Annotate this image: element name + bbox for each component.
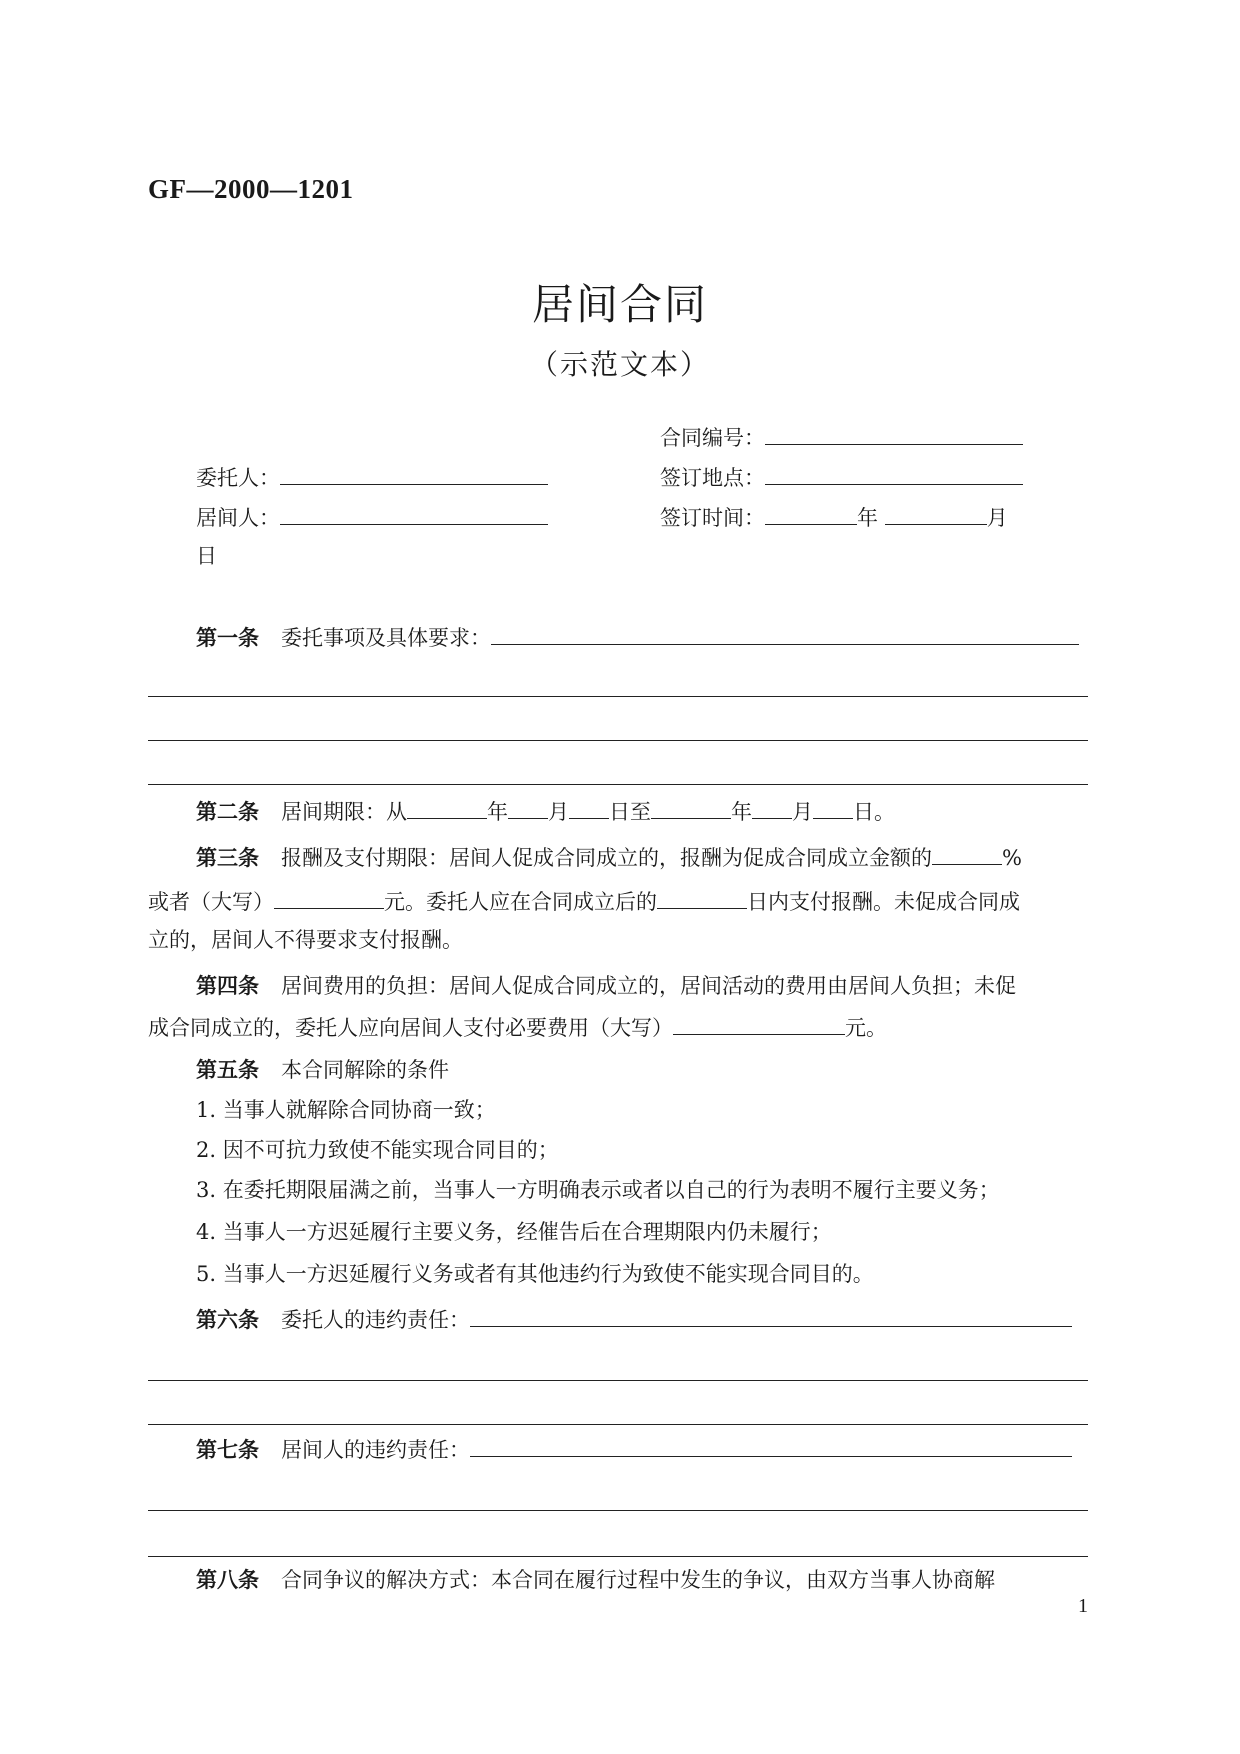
contract-number-blank[interactable] [765,422,1023,445]
term-end-year-label: 年 [731,800,752,824]
article-4-text-2b: 元。 [845,1016,887,1040]
article-1-rule-3[interactable] [148,784,1088,785]
article-7-rule-2[interactable] [148,1556,1088,1557]
term-start-month-blank[interactable] [508,796,548,819]
client-blank[interactable] [280,462,548,485]
document-title: 居间合同 [531,280,708,329]
page-number: 1 [1078,1595,1088,1617]
article-6-text: 委托人的违约责任： [281,1308,470,1332]
sign-day-label: 日 [196,544,217,568]
term-start-year-label: 年 [487,800,508,824]
article-3-line-1 [196,842,1022,872]
article-4-text-2a: 成合同成立的，委托人应向居间人支付必要费用（大写） [148,1016,673,1040]
article-1-title: 第一条 [196,626,259,650]
sign-time-label: 签订时间： [660,506,765,530]
article-4-line-2 [148,1012,887,1042]
article-1-text: 委托事项及具体要求： [281,626,491,650]
term-end-month-blank[interactable] [752,796,792,819]
article-6 [196,1304,1072,1334]
article-5-item-5: 5. 当事人一方迟延履行义务或者有其他违约行为致使不能实现合同目的。 [196,1262,874,1286]
term-start-day-label: 日至 [609,800,651,824]
fee-amount-blank[interactable] [274,886,384,909]
article-6-rule-1[interactable] [148,1380,1088,1381]
article-6-blank[interactable] [470,1304,1072,1327]
article-5-item-4: 4. 当事人一方迟延履行主要义务，经催告后在合理期限内仍未履行； [196,1220,832,1244]
article-2 [196,796,895,826]
article-5-item-1: 1. 当事人就解除合同协商一致； [196,1098,496,1122]
article-6-rule-2[interactable] [148,1424,1088,1425]
document-code: GF—2000—1201 [148,174,354,204]
article-8-text: 合同争议的解决方式：本合同在履行过程中发生的争议，由双方当事人协商解 [281,1568,995,1592]
article-3-line-2 [148,886,1020,916]
article-7-text: 居间人的违约责任： [281,1438,470,1462]
sign-time-field [660,502,1008,532]
article-3-text-1: 报酬及支付期限：居间人促成合同成立的，报酬为促成合同成立金额的 [281,846,932,870]
article-1-rule-2[interactable] [148,740,1088,741]
article-2-title: 第二条 [196,800,259,824]
payment-days-blank[interactable] [657,886,747,909]
article-7-rule-1[interactable] [148,1510,1088,1511]
article-8 [196,1566,995,1594]
client-label: 委托人： [196,466,280,490]
article-5-item-3: 3. 在委托期限届满之前，当事人一方明确表示或者以自己的行为表明不履行主要义务； [196,1178,1000,1202]
article-1-blank[interactable] [491,622,1079,645]
broker-blank[interactable] [280,502,548,525]
client-field [196,462,548,492]
article-8-title: 第八条 [196,1568,259,1592]
broker-field [196,502,548,532]
article-3-text-2a: 或者（大写） [148,890,274,914]
document-subtitle: （示范文本） [529,348,710,381]
article-5-text: 本合同解除的条件 [281,1058,449,1082]
article-1 [196,622,1079,652]
percent-sign: % [1002,846,1022,870]
article-7 [196,1434,1072,1464]
fee-percent-blank[interactable] [932,842,1002,865]
article-3-text-2c: 日内支付报酬。未促成合同成 [747,890,1020,914]
article-7-blank[interactable] [470,1434,1072,1457]
article-3-text-2b: 元。委托人应在合同成立后的 [384,890,657,914]
term-end-day-label: 日。 [853,800,895,824]
article-5-title: 第五条 [196,1058,259,1082]
term-start-year-blank[interactable] [407,796,487,819]
article-3-line-3: 立的，居间人不得要求支付报酬。 [148,928,463,952]
article-7-title: 第七条 [196,1438,259,1462]
sign-year-label: 年 [857,506,878,530]
article-3-title: 第三条 [196,846,259,870]
sign-year-blank[interactable] [765,502,857,525]
broker-label: 居间人： [196,506,280,530]
contract-number-label: 合同编号： [660,426,765,450]
sign-place-blank[interactable] [765,462,1023,485]
article-5 [196,1056,449,1084]
term-end-day-blank[interactable] [813,796,853,819]
article-4-title: 第四条 [196,974,259,998]
term-end-month-label: 月 [792,800,813,824]
article-4-line-1 [196,972,1016,1000]
sign-month-blank[interactable] [885,502,987,525]
article-4-text-1: 居间费用的负担：居间人促成合同成立的，居间活动的费用由居间人负担；未促 [281,974,1016,998]
sign-month-label: 月 [986,506,1008,530]
term-start-day-blank[interactable] [569,796,609,819]
necessary-fee-blank[interactable] [673,1012,845,1035]
term-end-year-blank[interactable] [651,796,731,819]
article-5-item-2: 2. 因不可抗力致使不能实现合同目的； [196,1138,559,1162]
sign-place-label: 签订地点： [660,466,765,490]
term-start-month-label: 月 [548,800,569,824]
article-2-text: 居间期限：从 [281,800,407,824]
article-6-title: 第六条 [196,1308,259,1332]
article-1-rule-1[interactable] [148,696,1088,697]
contract-number-field [660,422,1023,452]
sign-place-field [660,462,1023,492]
